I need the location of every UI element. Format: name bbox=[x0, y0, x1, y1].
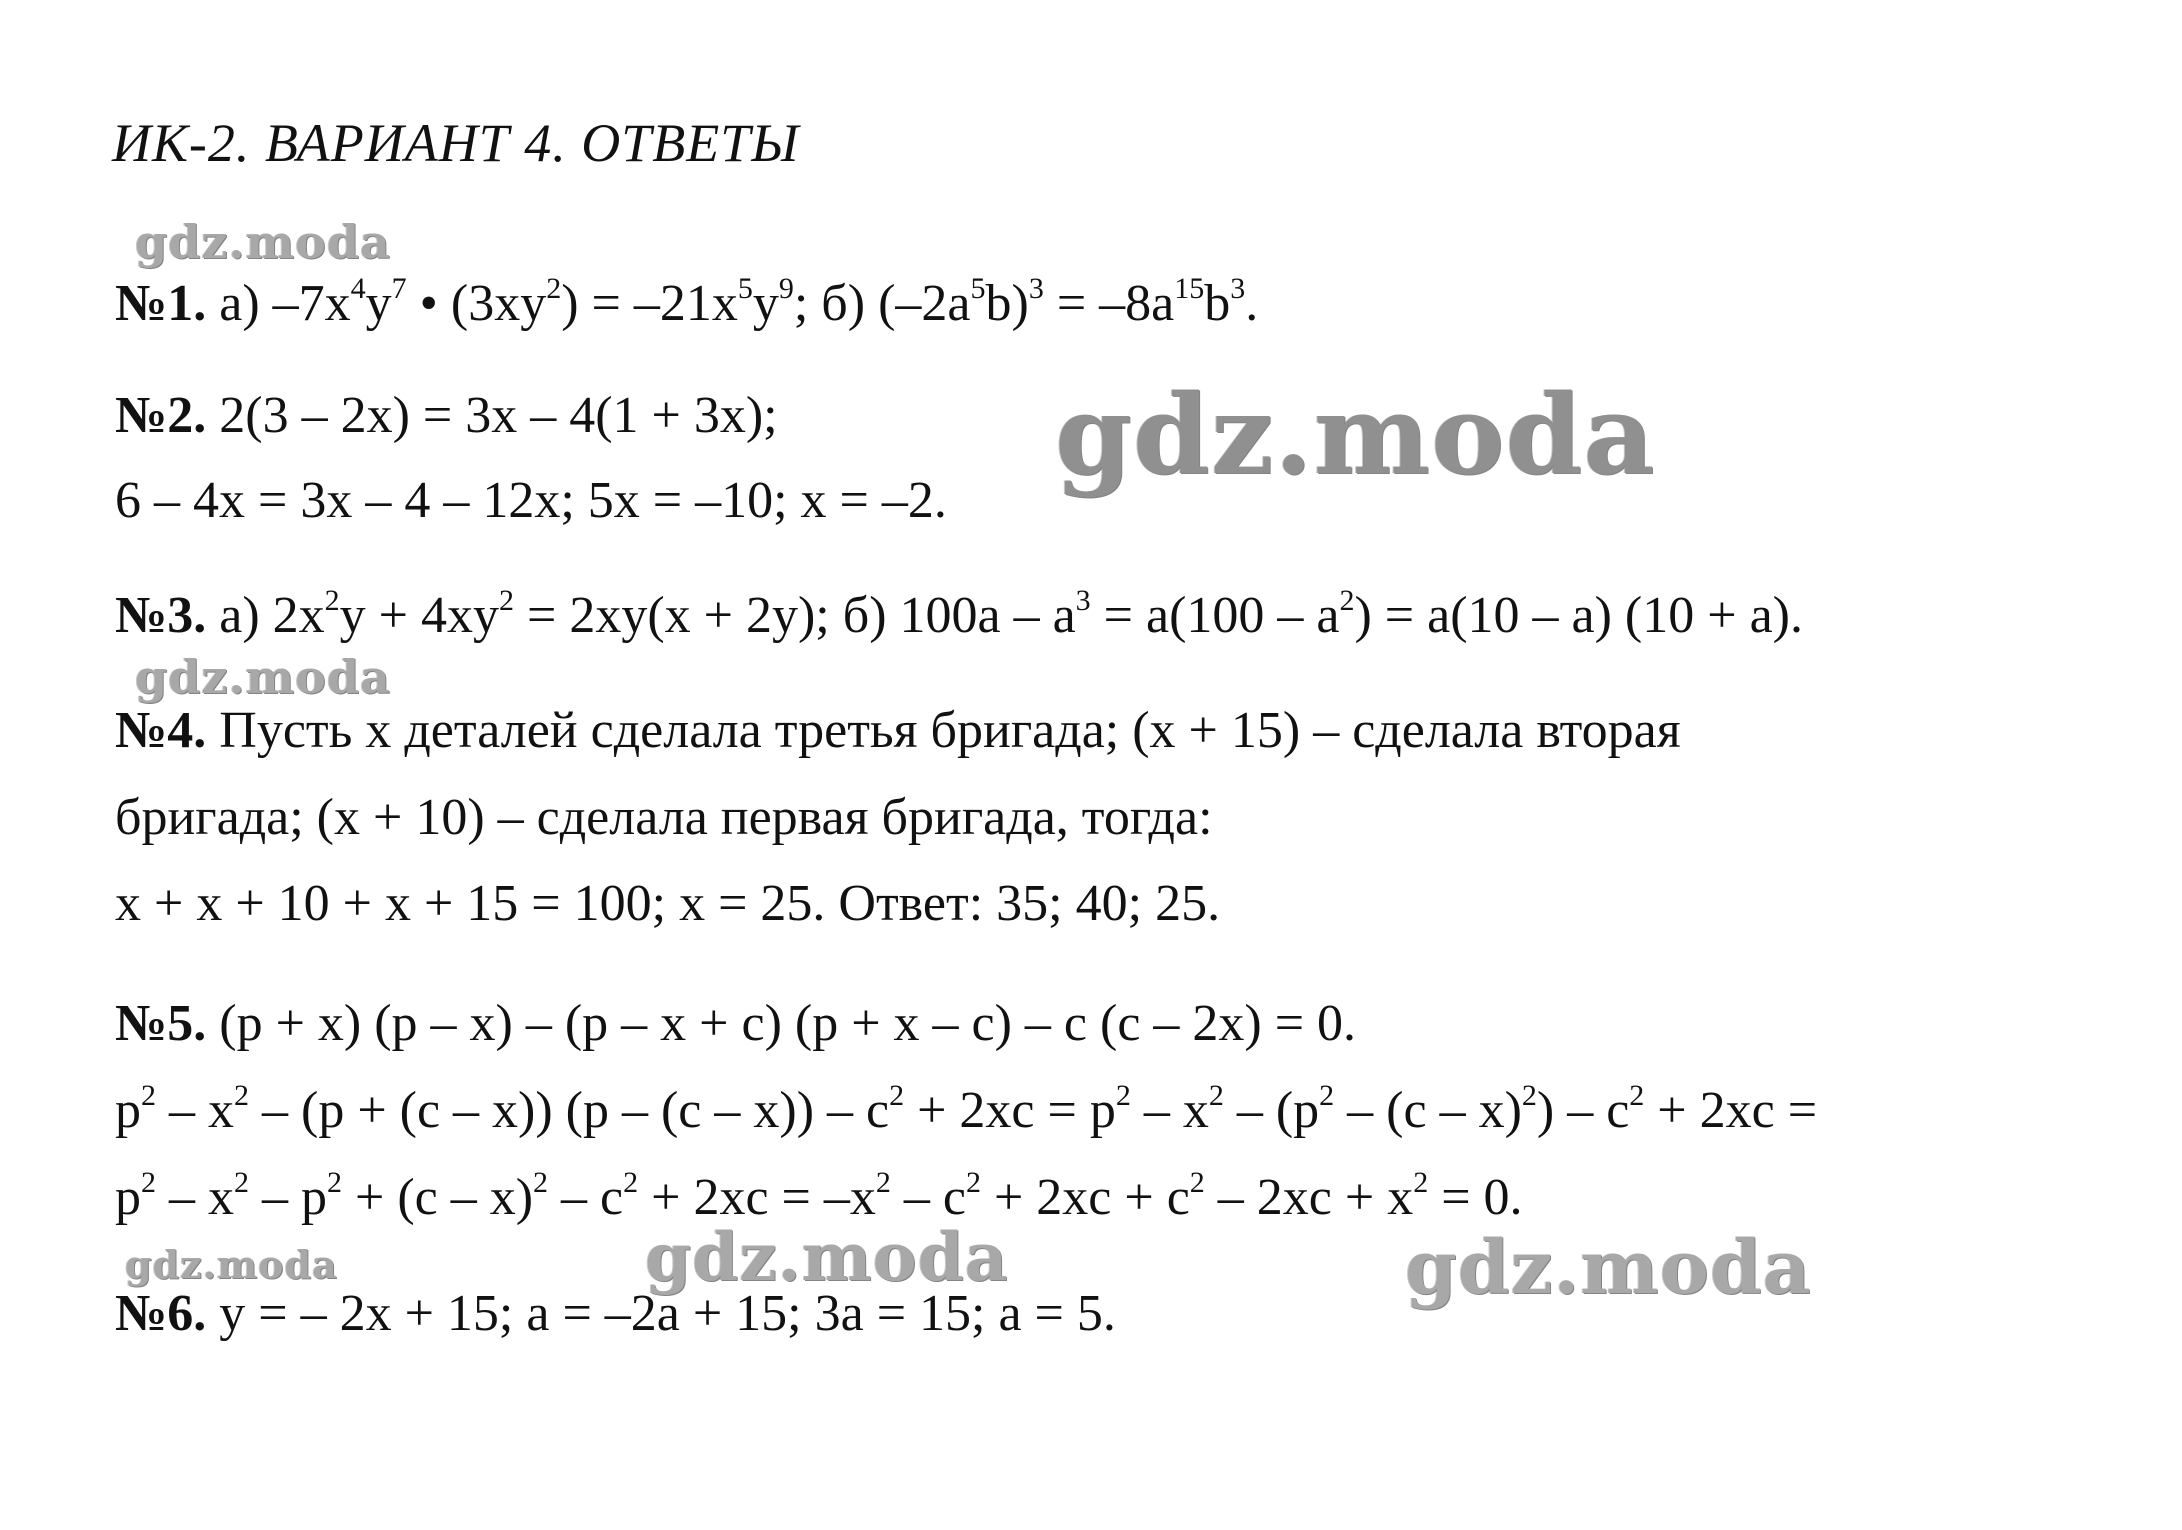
math-text: + 2xc + c bbox=[980, 1169, 1190, 1226]
exponent: 2 bbox=[1413, 1166, 1429, 1199]
exponent: 2 bbox=[234, 1079, 249, 1112]
math-text: – x bbox=[156, 1169, 234, 1226]
exponent: 2 bbox=[1521, 1079, 1537, 1112]
math-text: – c bbox=[548, 1169, 624, 1226]
problem-number: №4. bbox=[115, 702, 207, 759]
exponent: 2 bbox=[1319, 1079, 1335, 1112]
math-text: ) = a(10 – a) (10 + a). bbox=[1354, 587, 1803, 644]
problem-number: №5. bbox=[115, 995, 207, 1052]
watermark: gdz.moda bbox=[1405, 1225, 1812, 1311]
problem-4-line-2: бригада; (x + 10) – сделала первая бригада, тогда: bbox=[115, 789, 1213, 846]
exponent: 2 bbox=[327, 1166, 342, 1199]
exponent: 2 bbox=[875, 1166, 891, 1199]
exponent: 2 bbox=[1208, 1079, 1224, 1112]
math-text: (p + x) (p – x) – (p – x + c) (p + x – c) – c (c – 2x) = 0. bbox=[206, 995, 1357, 1052]
math-text: • (3xy bbox=[406, 275, 547, 332]
exponent: 3 bbox=[1075, 584, 1091, 617]
exponent: 2 bbox=[324, 584, 340, 617]
math-text: + 2xc = p bbox=[904, 1082, 1116, 1139]
math-text: + (c – x) bbox=[342, 1169, 534, 1226]
watermark: gdz.moda bbox=[135, 650, 391, 704]
math-text: + 2xc = bbox=[1644, 1082, 1818, 1139]
exponent: 2 bbox=[533, 1166, 549, 1199]
exponent: 2 bbox=[1629, 1079, 1645, 1112]
math-text: 2(3 – 2x) = 3x – 4(1 + 3x); bbox=[206, 387, 778, 444]
math-text: b) bbox=[985, 275, 1029, 332]
math-text: . bbox=[1245, 275, 1259, 332]
math-text: = –8a bbox=[1043, 275, 1175, 332]
math-text: – c bbox=[890, 1169, 966, 1226]
exponent: 2 bbox=[499, 584, 514, 617]
problem-4-line-3: x + x + 10 + x + 15 = 100; x = 25. Ответ: 35; 40; 25. bbox=[115, 875, 1221, 932]
exponent: 5 bbox=[737, 272, 753, 305]
exponent: 3 bbox=[1230, 272, 1246, 305]
exponent: 2 bbox=[623, 1166, 639, 1199]
watermark: gdz.moda bbox=[135, 215, 391, 269]
watermark: gdz.moda bbox=[125, 1242, 338, 1287]
math-text: – 2xc + x bbox=[1204, 1169, 1414, 1226]
math-text: y + 4xy bbox=[339, 587, 499, 644]
math-text: – (c – x) bbox=[1334, 1082, 1522, 1139]
watermark: gdz.moda bbox=[1055, 370, 1656, 499]
problem-2 bbox=[115, 387, 778, 444]
math-text: ) – c bbox=[1536, 1082, 1630, 1139]
problem-4 bbox=[115, 702, 1681, 759]
exponent: 3 bbox=[1028, 272, 1044, 305]
math-text: + 2xc = –x bbox=[638, 1169, 876, 1226]
exponent: 5 bbox=[970, 272, 986, 305]
math-text: – x bbox=[156, 1082, 234, 1139]
math-text: – (p bbox=[1223, 1082, 1320, 1139]
math-text: – (p + (c – x)) (p – (c – x)) – c bbox=[249, 1082, 890, 1139]
problem-3 bbox=[115, 584, 1803, 644]
math-text: = 2xy(x + 2y); б) 100a – a bbox=[514, 587, 1076, 644]
math-text: = 0. bbox=[1428, 1169, 1523, 1226]
problem-2-line-2: 6 – 4x = 3x – 4 – 12x; 5x = –10; x = –2. bbox=[115, 472, 947, 529]
exponent: 2 bbox=[141, 1166, 156, 1199]
exponent: 2 bbox=[1115, 1079, 1131, 1112]
problem-number: №2. bbox=[115, 387, 207, 444]
math-text: ) = –21x bbox=[561, 275, 738, 332]
problem-5 bbox=[115, 995, 1357, 1052]
exponent: 2 bbox=[965, 1166, 981, 1199]
math-text: – x bbox=[1130, 1082, 1209, 1139]
math-text: y = – 2x + 15; a = –2a + 15; 3a = 15; a = 5. bbox=[206, 1285, 1116, 1342]
exponent: 2 bbox=[1339, 584, 1355, 617]
exponent: 7 bbox=[391, 272, 407, 305]
math-text: p bbox=[115, 1169, 141, 1226]
page-title: ИК-2. ВАРИАНТ 4. ОТВЕТЫ bbox=[112, 113, 800, 173]
math-text: а) 2x bbox=[206, 587, 325, 644]
problem-number: №3. bbox=[115, 587, 207, 644]
problem-number: №6. bbox=[115, 1285, 207, 1342]
math-text: = a(100 – a bbox=[1090, 587, 1340, 644]
exponent: 2 bbox=[234, 1166, 249, 1199]
math-text: y bbox=[365, 275, 392, 332]
exponent: 2 bbox=[889, 1079, 905, 1112]
problem-5-line-3 bbox=[115, 1166, 1523, 1226]
math-text: – p bbox=[249, 1169, 327, 1226]
problem-5-line-2 bbox=[115, 1079, 1818, 1139]
math-text: Пусть x деталей сделала третья бригада; (x + 15) – сделала вторая bbox=[206, 702, 1681, 759]
math-text: ; б) (–2a bbox=[793, 275, 971, 332]
problem-number: №1. bbox=[115, 275, 207, 332]
problem-6 bbox=[115, 1285, 1116, 1342]
watermark: gdz.moda bbox=[645, 1218, 1009, 1296]
exponent: 2 bbox=[546, 272, 562, 305]
math-text: b bbox=[1204, 275, 1231, 332]
math-text: y bbox=[752, 275, 779, 332]
exponent: 9 bbox=[778, 272, 794, 305]
exponent: 2 bbox=[1189, 1166, 1205, 1199]
math-text: p bbox=[115, 1082, 141, 1139]
math-text: а) –7x bbox=[206, 275, 351, 332]
problem-1 bbox=[115, 272, 1259, 332]
exponent: 2 bbox=[141, 1079, 156, 1112]
exponent: 15 bbox=[1174, 272, 1205, 305]
exponent: 4 bbox=[350, 272, 366, 305]
